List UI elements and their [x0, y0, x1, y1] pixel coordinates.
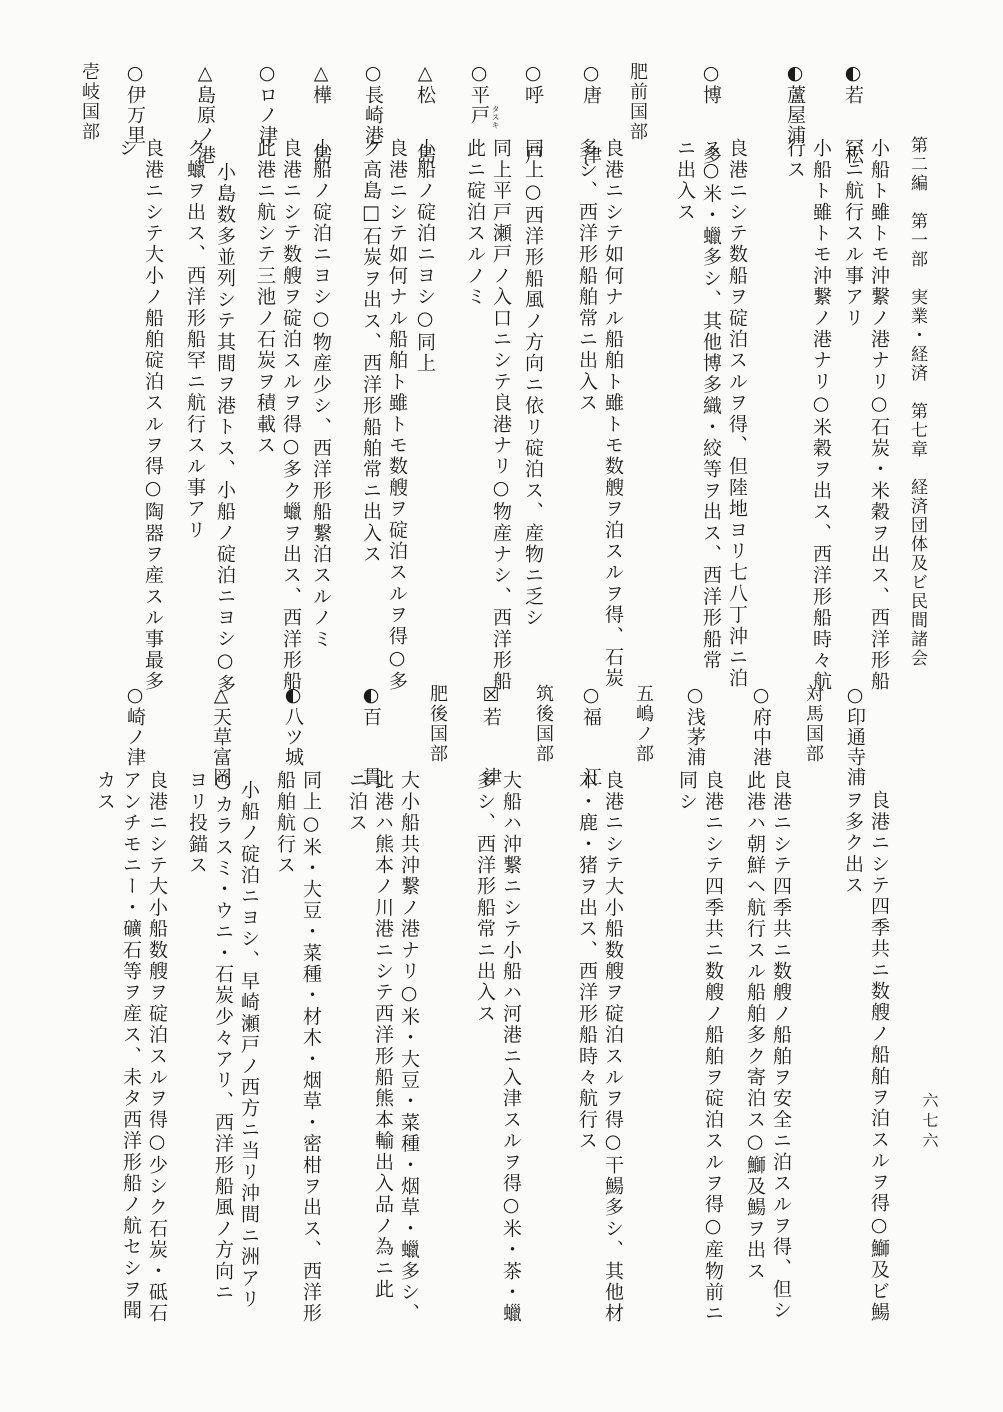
entry-text: ス○米・蠟多シ、其他博多織・絞等ヲ出ス、西洋形船常 — [700, 138, 722, 671]
section-heading: 対馬国部 — [803, 684, 824, 764]
entry-text: 小船ノ碇泊ニヨシ○物産少シ、西洋形船繋泊スルノミ — [310, 138, 332, 650]
entry-name: △樺 島 — [310, 62, 332, 165]
running-head: 第二編 第一部 実業・経済 第七章 経済団体及ビ民間諸会 — [907, 136, 927, 668]
entry-text: ニ出入ス — [674, 138, 696, 223]
entry-text: シ — [116, 138, 138, 160]
entry-text: カス — [94, 770, 116, 813]
entry-text: 同シ — [676, 770, 698, 813]
entry-text: 良港ニシテ数船ヲ碇泊スルヲ得、但陸地ヨリ七八丁沖ニ泊 — [726, 138, 748, 690]
entry-text: ヨリ投錨ス — [186, 770, 208, 876]
entry-text: 小船ト雖トモ沖繋ノ港ナリ○米穀ヲ出ス、西洋形船時々航 — [810, 138, 832, 693]
entry-name: ○唐 津 — [580, 62, 602, 165]
entry-name: ○ロノ津 — [256, 62, 278, 145]
entry-name: ○呼 戸 — [522, 62, 544, 165]
entry-text: 同上○米・大豆・菜種・材木・烟草・密柑ヲ出ス、西洋形 — [300, 770, 322, 1325]
entry-text: ヲ多ク出ス — [842, 790, 864, 896]
section-heading: 壱岐国部 — [79, 62, 100, 142]
entry-text: 良港ニシテ大小船数艘ヲ碇泊スルヲ得○干鰑多シ、其他材 — [602, 770, 624, 1325]
entry-text: 小船ノ碇泊ニヨシ○同上 — [414, 138, 436, 375]
entry-text: 大船ハ沖繋ニシテ小船ハ河港ニ入津スルヲ得○米・茶・蠟 — [500, 770, 522, 1325]
entry-text: 良港ニシテ大小ノ船舶碇泊スルヲ得○陶器ヲ産スル事最多 — [142, 138, 164, 693]
ruby-annotation: タスキ — [491, 105, 500, 129]
entry-text: 良港ニシテ如何ナル船舶ト雖トモ数艘ヲ碇泊スルヲ得○多 — [386, 138, 408, 693]
entry-text: 行ス — [784, 138, 806, 181]
entry-text: ク高島□石炭ヲ出ス、西洋形船舶常ニ出入ス — [360, 138, 382, 565]
entry-text: 船舶航行ス — [274, 770, 296, 876]
entry-text: ク蠟ヲ出ス、西洋形船罕ニ航行スル事アリ — [184, 138, 206, 541]
entry-text: 多シ、西洋形船常ニ出入ス — [474, 770, 496, 1025]
entry-text: 此港ニ航シテ三池ノ石炭ヲ積載ス — [254, 138, 276, 456]
entry-text: 木・鹿・猪ヲ出ス、西洋形船時々航行ス — [576, 770, 598, 1152]
entry-name: △天草富岡 — [210, 684, 232, 787]
entry-text: 良港ニシテ四季共ニ数艘ノ船舶ヲ安全ニ泊スルヲ得、但シ — [770, 770, 792, 1322]
entry-name: ○府中港 — [750, 684, 772, 767]
section-heading: 肥後国部 — [427, 684, 448, 764]
entry-text: 小船ノ碇泊ニヨシ、早崎瀬戸ノ西方ニ当リ沖間ニ洲アリ — [238, 780, 260, 1310]
entry-text: 小船ト雖トモ沖繋ノ港ナリ○石炭・米穀ヲ出ス、西洋形船 — [868, 138, 890, 693]
entry-text: アンチモニー・礦石等ヲ産ス、未タ西洋形船ノ航セシヲ聞 — [120, 770, 142, 1322]
entry-text: ○カラスミ・ウニ・石炭少々アリ、西洋形船風ノ方向ニ — [212, 770, 234, 1303]
section-heading: 五嶋ノ部 — [633, 684, 654, 764]
entry-text: 此港ハ熊本ノ川港ニシテ西洋形船熊本輸出入品ノ為ニ此 — [372, 770, 394, 1300]
entry-text: 小島数多並列シテ其間ヲ港トス、小船ノ碇泊ニヨシ○多 — [214, 162, 236, 695]
entry-name: ◐若 松 — [842, 62, 864, 165]
entry-name: ○博 多 — [700, 62, 722, 165]
entry-text: 此港ハ朝鮮ヘ航行スル船舶多ク寄泊ス○鰤及鰑ヲ出ス — [744, 770, 766, 1282]
entry-name: ◐百 貫 — [360, 684, 382, 787]
entry-name: ○伊万里 — [124, 62, 146, 145]
entry-text: 此ニ碇泊スルノミ — [464, 138, 486, 308]
entry-text: 良港ニシテ数艘ヲ碇泊スルヲ得○多ク蠟ヲ出ス、西洋形船 — [280, 138, 302, 693]
entry-name: ○崎ノ津 — [124, 684, 146, 767]
entry-text: 多シ、西洋形船舶常ニ出入ス — [576, 138, 598, 414]
entry-name: ○浅茅浦 — [684, 684, 706, 767]
entry-name: ○福 江 — [580, 684, 602, 787]
entry-text: 良港ニシテ如何ナル船舶ト雖トモ数艘ヲ泊スルヲ得、石炭 — [602, 138, 624, 690]
entry-text: 罕ニ航行スル事アリ — [842, 138, 864, 329]
entry-name: △松 島 — [414, 62, 436, 165]
entry-text: 良港ニシテ大小船数艘ヲ碇泊スルヲ得○少シク石炭・砥石 — [146, 770, 168, 1325]
entry-text: 大小船共沖繋ノ港ナリ○米・大豆・菜種・烟草・蠟多シ、 — [398, 770, 420, 1325]
entry-name: ○平戸 — [468, 62, 490, 125]
entry-name: △島原ノ港 — [194, 62, 216, 165]
section-heading: 肥前国部 — [627, 62, 648, 142]
entry-text: 良港ニシテ四季共ニ数艘ノ船舶ヲ泊スルヲ得○鰤及ビ鰑 — [868, 790, 890, 1323]
entry-text: 良港ニシテ四季共ニ数艘ノ船舶ヲ碇泊スルヲ得○産物前ニ — [702, 770, 724, 1325]
section-heading: 筑後国部 — [533, 684, 554, 764]
entry-name: ○長崎港 — [362, 62, 384, 145]
entry-name: ☒若 津 — [480, 684, 502, 787]
entry-text: 同上平戸瀬戸ノ入口ニシテ良港ナリ○物産ナシ、西洋形船 — [490, 138, 512, 693]
entry-name: ○印通寺浦 — [844, 684, 866, 787]
entry-name: ◐蘆屋浦 — [784, 62, 806, 145]
entry-text: 同上○西洋形船風ノ方向ニ依リ碇泊ス、産物ニ乏シ — [522, 138, 544, 629]
page-number: 六七六 — [920, 1092, 939, 1152]
entry-name: ◐八ツ城 — [282, 684, 304, 767]
entry-text: ニ泊ス — [346, 770, 368, 834]
